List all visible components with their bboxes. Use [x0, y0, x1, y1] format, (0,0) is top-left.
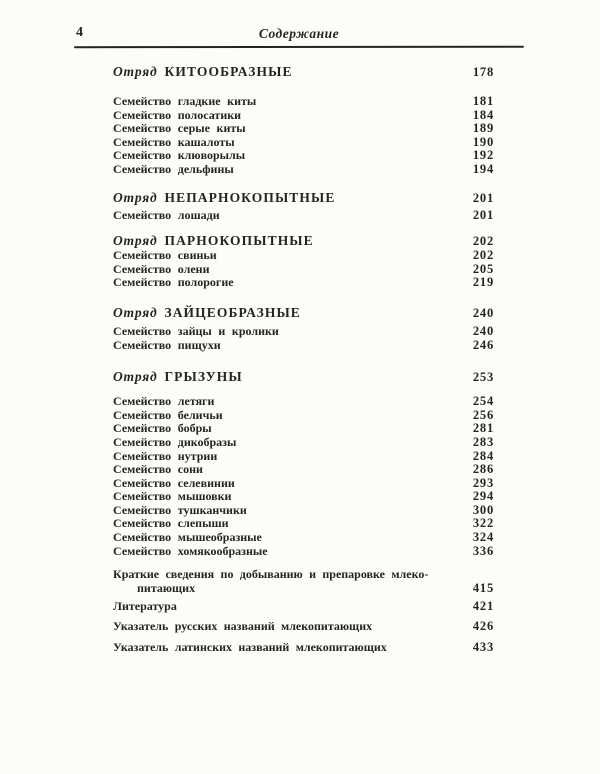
toc-family-row	[113, 249, 494, 263]
toc-family-list	[113, 95, 494, 177]
toc-order-prefix: Отряд	[113, 233, 158, 249]
toc-order-prefix: Отряд	[113, 64, 158, 79]
toc-page-number: 201	[472, 190, 494, 205]
toc-order-prefix: Отряд	[113, 304, 158, 320]
toc-family-row	[113, 325, 494, 339]
toc-family-row	[113, 339, 494, 353]
toc-page-number: 433	[472, 640, 494, 655]
header-rule	[74, 46, 524, 48]
running-title: Содержание	[258, 26, 340, 41]
toc-page-number: 336	[472, 543, 494, 558]
table-of-contents	[113, 62, 494, 654]
toc-family-label: Семейство дельфины	[113, 161, 234, 176]
page-number: 4	[76, 25, 83, 40]
toc-page-number: 415	[472, 581, 494, 596]
toc-family-label: Семейство мышеобразные	[113, 530, 262, 545]
toc-family-list	[113, 209, 494, 223]
toc-family-label: Семейство клюворылы	[113, 148, 246, 163]
toc-page-number: 181	[472, 94, 494, 108]
toc-family-row	[113, 436, 494, 450]
toc-family-row	[113, 504, 494, 518]
toc-page-number: 283	[472, 434, 494, 449]
toc-family-row	[113, 490, 494, 504]
toc-page-number: 202	[472, 248, 494, 263]
toc-family-label: Семейство полосатики	[113, 107, 242, 122]
toc-family-row	[113, 122, 494, 136]
toc-family-label: Семейство зайцы и кролики	[113, 323, 279, 338]
toc-family-label: Семейство тушканчики	[113, 502, 247, 517]
toc-family-label: Семейство дикобразы	[113, 434, 237, 449]
toc-order-name: НЕПАРНОКОПЫТНЫЕ	[164, 189, 336, 205]
toc-group	[113, 233, 494, 290]
toc-backmatter-line: Указатель латинских названий млекопитающих	[113, 640, 387, 655]
toc-page-number: 201	[472, 207, 494, 222]
toc-family-row	[113, 149, 494, 163]
toc-order-prefix: Отряд	[113, 189, 158, 205]
toc-backmatter-line: Краткие сведения по добыванию и препаровке млеко-	[113, 567, 429, 582]
toc-backmatter-line: Литература	[113, 599, 177, 614]
toc-order-row	[113, 305, 494, 321]
toc-family-label: Семейство свиньи	[113, 248, 217, 263]
toc-family-label: Семейство нутрии	[113, 448, 218, 463]
toc-family-row	[113, 422, 494, 436]
toc-family-row	[113, 409, 494, 423]
toc-backmatter-label	[113, 640, 387, 654]
toc-page-number: 324	[472, 530, 494, 545]
toc-family-row	[113, 477, 494, 491]
toc-page-number: 286	[472, 462, 494, 477]
toc-family-label: Семейство беличьи	[113, 407, 223, 422]
toc-page-number: 253	[472, 370, 494, 385]
toc-order-name: ПАРНОКОПЫТНЫЕ	[164, 233, 314, 249]
toc-family-row	[113, 209, 494, 223]
toc-order-row	[113, 369, 494, 385]
toc-backmatter-line: Указатель русских названий млекопитающих	[113, 619, 373, 634]
toc-family-row	[113, 276, 494, 290]
toc-page-number: 202	[472, 234, 494, 249]
toc-backmatter-label	[113, 599, 177, 613]
toc-family-label: Семейство мышовки	[113, 489, 232, 504]
toc-page-number: 426	[472, 619, 494, 634]
toc-order-label	[113, 233, 314, 249]
toc-order-row	[113, 64, 494, 80]
toc-family-label: Семейство кашалоты	[113, 134, 235, 149]
toc-page-number: 240	[472, 305, 494, 320]
toc-family-row	[113, 136, 494, 150]
toc-family-label: Семейство серые киты	[113, 121, 246, 136]
toc-page-number: 284	[472, 448, 494, 463]
toc-backmatter-row	[113, 640, 494, 654]
toc-order-row	[113, 233, 494, 249]
toc-backmatter-label	[113, 619, 372, 633]
toc-page-number: 281	[472, 421, 494, 436]
toc-family-row	[113, 531, 494, 545]
toc-page-number: 293	[472, 475, 494, 490]
toc-page-number: 178	[472, 65, 494, 79]
toc-group	[113, 190, 494, 223]
toc-family-label: Семейство олени	[113, 261, 210, 276]
toc-page-number: 300	[472, 502, 494, 517]
toc-family-list	[113, 325, 494, 352]
toc-page-number: 184	[472, 107, 494, 122]
toc-family-label: Семейство полорогие	[113, 275, 234, 290]
toc-family-row	[113, 395, 494, 409]
toc-family-label: Семейство сони	[113, 462, 203, 477]
toc-order-label	[113, 305, 301, 321]
toc-page-number: 254	[472, 394, 494, 409]
toc-group	[113, 64, 494, 177]
toc-order-label	[113, 64, 293, 80]
toc-order-name: ГРЫЗУНЫ	[164, 369, 243, 385]
toc-family-label: Семейство бобры	[113, 421, 212, 436]
toc-family-list	[113, 249, 494, 290]
toc-page-number: 294	[472, 489, 494, 504]
toc-order-label	[113, 369, 243, 385]
toc-page-number: 189	[472, 121, 494, 136]
toc-family-label: Семейство хомякообразные	[113, 543, 268, 558]
toc-order-row	[113, 190, 494, 206]
toc-page-number: 322	[472, 516, 494, 531]
toc-backmatter-row	[113, 599, 494, 613]
toc-family-label: Семейство селевинии	[113, 475, 235, 490]
toc-page-number: 194	[472, 161, 494, 176]
toc-family-row	[113, 163, 494, 177]
toc-backmatter-label	[113, 567, 428, 595]
toc-family-label: Семейство слепыши	[113, 516, 229, 531]
toc-page-number: 421	[472, 599, 494, 614]
toc-family-list	[113, 395, 494, 558]
toc-backmatter-row	[113, 567, 494, 595]
toc-page-number: 192	[472, 148, 494, 163]
toc-family-label: Семейство гладкие киты	[113, 94, 257, 108]
toc-family-row	[113, 109, 494, 123]
toc-family-row	[113, 517, 494, 531]
toc-page-number: 219	[472, 275, 494, 290]
toc-page-number: 205	[472, 261, 494, 276]
toc-family-row	[113, 545, 494, 559]
toc-family-label: Семейство пищухи	[113, 337, 221, 352]
toc-group	[113, 305, 494, 352]
toc-order-name: ЗАЙЦЕОБРАЗНЫЕ	[164, 304, 301, 320]
toc-backmatter-line: питающих	[137, 581, 196, 596]
toc-family-row	[113, 463, 494, 477]
toc-page-number: 256	[472, 407, 494, 422]
toc-family-row	[113, 95, 494, 109]
toc-family-label: Семейство лошади	[113, 207, 220, 222]
toc-order-name: КИТООБРАЗНЫЕ	[164, 64, 293, 79]
toc-backmatter-row	[113, 619, 494, 633]
toc-group	[113, 369, 494, 558]
toc-order-prefix: Отряд	[113, 369, 158, 385]
toc-page-number: 240	[472, 323, 494, 338]
toc-family-row	[113, 450, 494, 464]
toc-page-number: 190	[472, 134, 494, 149]
toc-page-number: 246	[472, 337, 494, 352]
toc-family-label: Семейство летяги	[113, 394, 215, 409]
toc-family-row	[113, 263, 494, 277]
toc-order-label	[113, 190, 335, 206]
